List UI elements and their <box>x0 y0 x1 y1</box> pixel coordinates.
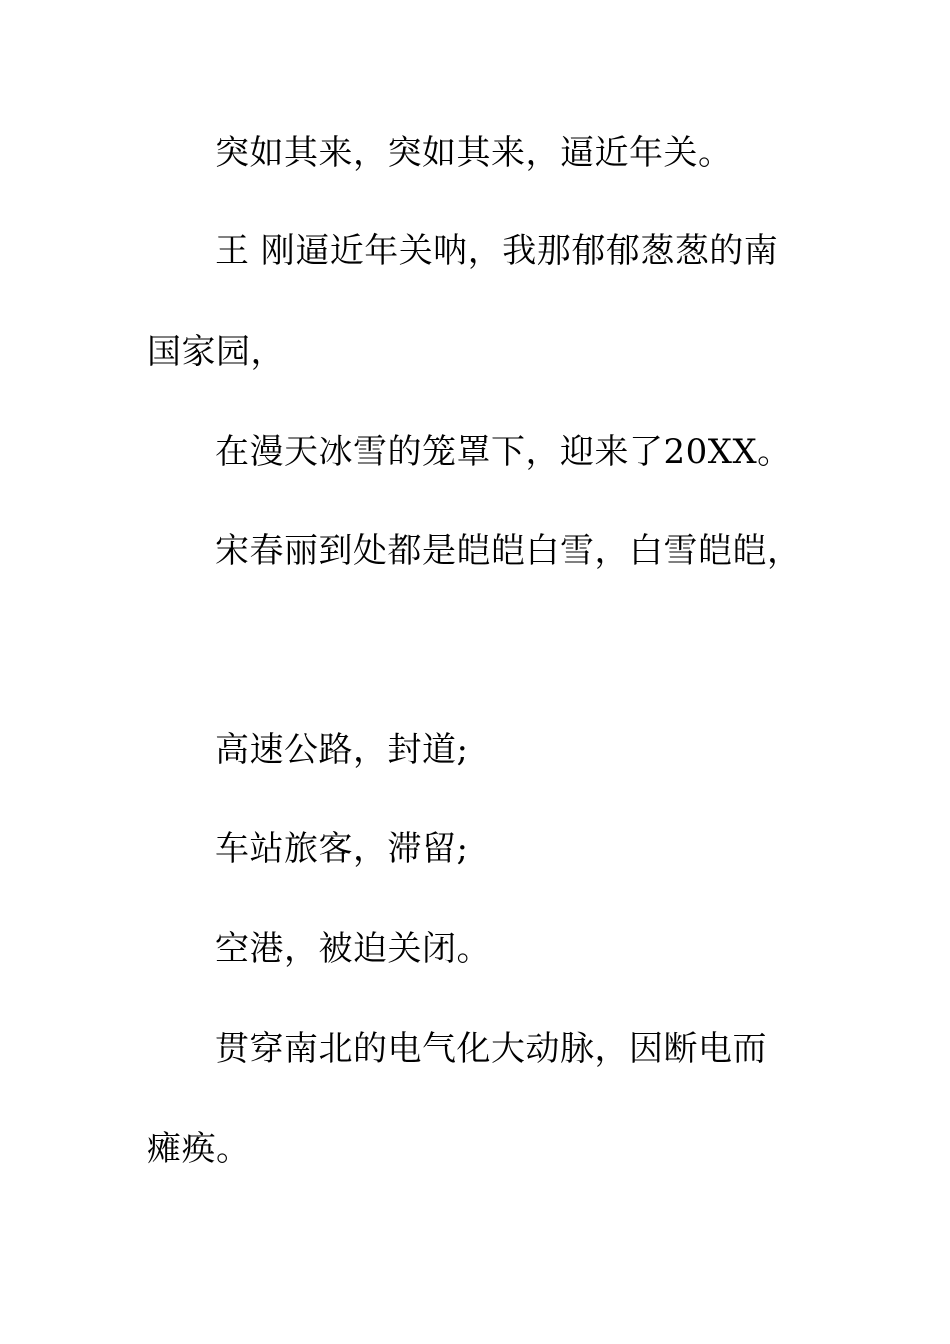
text-line: 王 刚逼近年关呐，我那郁郁葱葱的南 <box>215 231 779 271</box>
text-line: 突如其来，突如其来，逼近年关。 <box>215 133 733 173</box>
text-line: 瘫痪。 <box>147 1129 251 1169</box>
text-line: 在漫天冰雪的笼罩下，迎来了20XX。 <box>215 432 792 472</box>
text-line: 空港，被迫关闭。 <box>215 929 491 969</box>
text-line: 高速公路，封道; <box>215 730 469 770</box>
text-line: 宋春丽到处都是皑皑白雪，白雪皑皑， <box>215 531 802 571</box>
text-line: 国家园， <box>147 332 285 372</box>
text-line: 车站旅客，滞留; <box>215 829 469 869</box>
text-line: 贯穿南北的电气化大动脉，因断电而 <box>215 1029 767 1069</box>
